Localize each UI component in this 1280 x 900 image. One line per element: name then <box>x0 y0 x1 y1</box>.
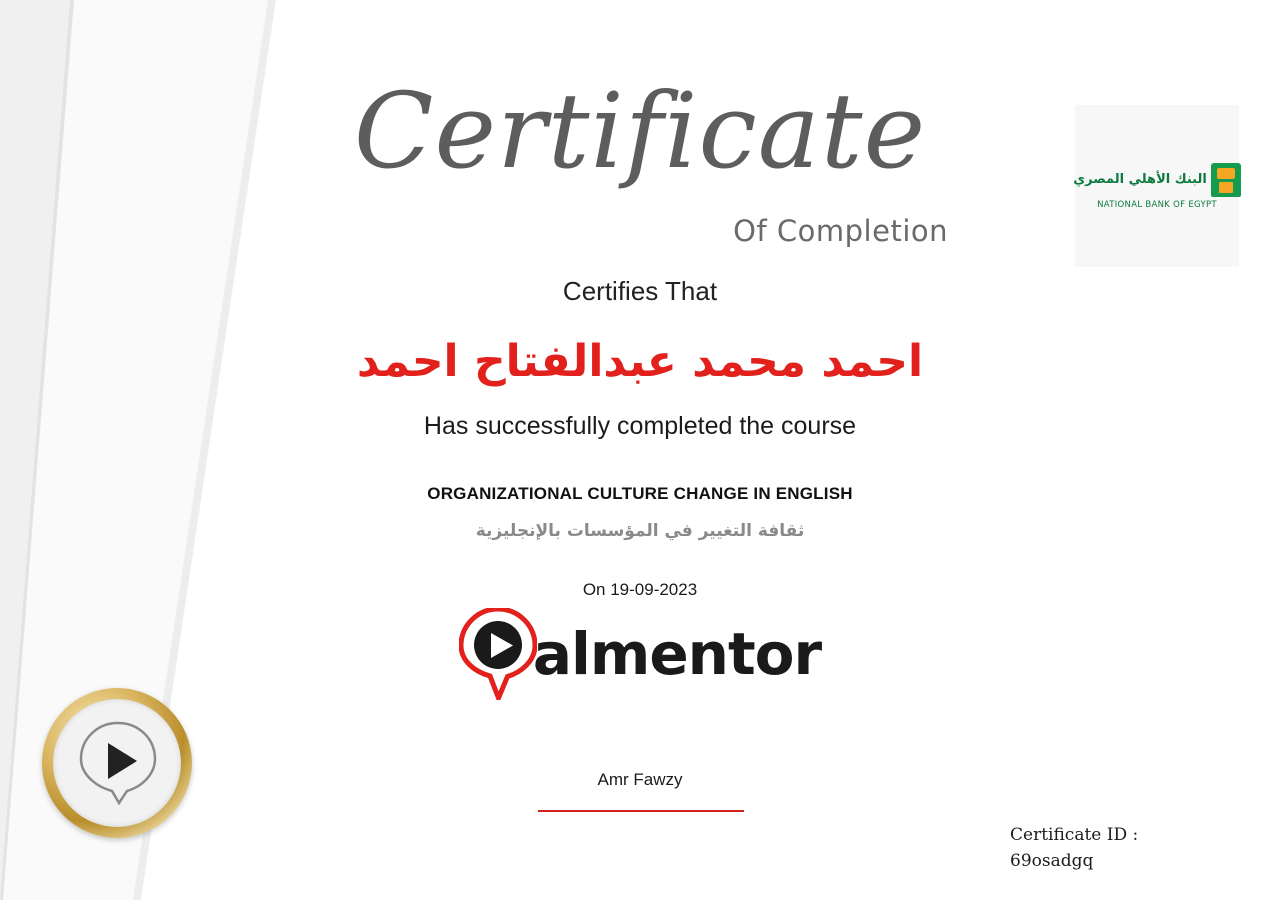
bank-logo-content <box>1073 163 1237 210</box>
certificate-subheading: Of Completion <box>733 214 948 248</box>
signatory-name: Amr Fawzy <box>597 770 683 789</box>
certificate-heading-text: Certificate <box>353 70 927 192</box>
bank-logo-row <box>1073 163 1237 197</box>
certificate-id-value: 69osadgq <box>1010 851 1094 871</box>
medallion-inner-disc <box>53 699 181 827</box>
play-pin-icon <box>459 608 537 700</box>
course-title-english: ORGANIZATIONAL CULTURE CHANGE IN ENGLISH <box>427 484 853 503</box>
certificate-heading <box>330 56 950 226</box>
completion-date: On 19-09-2023 <box>582 580 698 599</box>
certificate-id <box>1010 822 1138 874</box>
recipient-name: احمد محمد عبدالفتاح احمد <box>356 336 924 387</box>
signature-rule <box>538 810 744 812</box>
certifies-that-label: Certifies That <box>562 276 718 306</box>
nbe-column-mark-icon <box>1211 163 1241 197</box>
almentor-wordmark: almentor <box>532 620 822 688</box>
bank-logo-box <box>1075 105 1239 267</box>
bank-name-arabic: البنك الأهلي المصري <box>1073 172 1207 187</box>
certificate-id-label: Certificate ID : <box>1010 825 1139 845</box>
almentor-logo <box>240 606 1040 702</box>
bank-name-english: NATIONAL BANK OF EGYPT <box>1097 199 1217 210</box>
play-pin-medallion-icon <box>79 721 157 805</box>
course-title-arabic: ثقافة التغيير في المؤسسات بالإنجليزية <box>475 521 805 541</box>
completion-statement: Has successfully completed the course <box>423 412 857 440</box>
gold-medallion <box>42 688 192 838</box>
